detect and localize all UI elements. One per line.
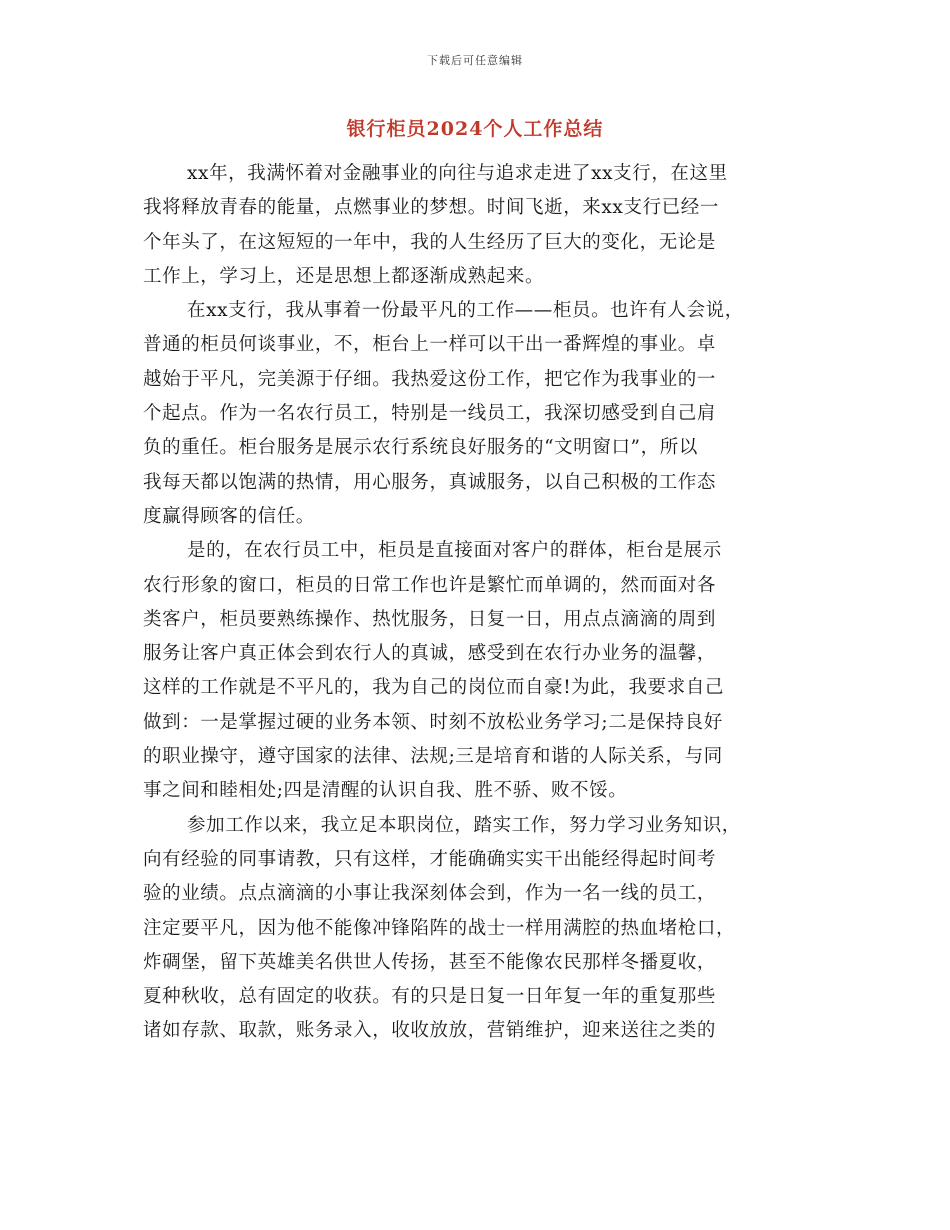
document-body [143,157,811,1049]
text-line: 越始于平凡，完美源于仔细。我热爱这份工作，把它作为我事业的一 [143,368,717,390]
document-title: 银行柜员2024个人工作总结 [346,118,604,140]
text-line: 服务让客户真正体会到农行人的真诚，感受到在农行办业务的温馨， [143,643,717,665]
text-line: 做到：一是掌握过硬的业务本领、时刻不放松业务学习;二是保持良好 [143,711,723,733]
text-line: 普通的柜员何谈事业，不，柜台上一样可以干出一番辉煌的事业。卓 [143,334,717,356]
text-line: 参加工作以来，我立足本职岗位，踏实工作，努力学习业务知识， [187,814,741,836]
paragraph-1 [143,157,811,294]
paragraph-3 [143,534,811,808]
text-line: 是的，在农行员工中，柜员是直接面对客户的群体，柜台是展示 [187,540,722,562]
text-line: 夏种秋收，总有固定的收获。有的只是日复一日年复一年的重复那些 [143,986,717,1008]
text-line: 事之间和睦相处;四是清醒的认识自我、胜不骄、败不馁。 [143,780,628,802]
text-line: 这样的工作就是不平凡的，我为自己的岗位而自豪!为此，我要求自己 [143,677,725,699]
text-line: 注定要平凡，因为他不能像冲锋陷阵的战士一样用满腔的热血堵枪口， [143,917,736,939]
text-line: 验的业绩。点点滴滴的小事让我深刻体会到，作为一名一线的员工， [143,883,717,905]
paragraph-4 [143,809,811,1049]
text-line: 我将释放青春的能量，点燃事业的梦想。时间飞逝，来xx支行已经一 [143,197,719,219]
text-line: xx年，我满怀着对金融事业的向往与追求走进了xx支行，在这里 [187,163,728,184]
text-line: 向有经验的同事请教，只有这样，才能确确实实干出能经得起时间考 [143,848,717,870]
text-line: 工作上，学习上，还是思想上都逐渐成熟起来。 [143,265,545,287]
text-line: 诸如存款、取款，账务录入，收收放放，营销维护，迎来送往之类的 [143,1020,717,1042]
paragraph-2 [143,294,811,534]
text-line: 个年头了，在这短短的一年中，我的人生经历了巨大的变化，无论是 [143,231,717,253]
text-line: 类客户，柜员要熟练操作、热忱服务，日复一日，用点点滴滴的周到 [143,608,717,630]
text-line: 负的重任。柜台服务是展示农行系统良好服务的“文明窗口”，所以 [143,437,698,459]
text-line: 的职业操守，遵守国家的法律、法规;三是培育和谐的人际关系，与同 [143,746,723,768]
text-line: 农行形象的窗口，柜员的日常工作也许是繁忙而单调的，然而面对各 [143,574,717,596]
text-line: 个起点。作为一名农行员工，特别是一线员工，我深切感受到自己肩 [143,403,717,425]
text-line: 在xx支行，我从事着一份最平凡的工作——柜员。也许有人会说， [187,300,744,322]
text-line: 我每天都以饱满的热情，用心服务，真诚服务，以自己积极的工作态 [143,471,717,493]
text-line: 度赢得顾客的信任。 [143,505,315,527]
header-note: 下载后可任意编辑 [427,54,523,67]
text-line: 炸碉堡，留下英雄美名供世人传扬，甚至不能像农民那样冬播夏收， [143,951,717,973]
